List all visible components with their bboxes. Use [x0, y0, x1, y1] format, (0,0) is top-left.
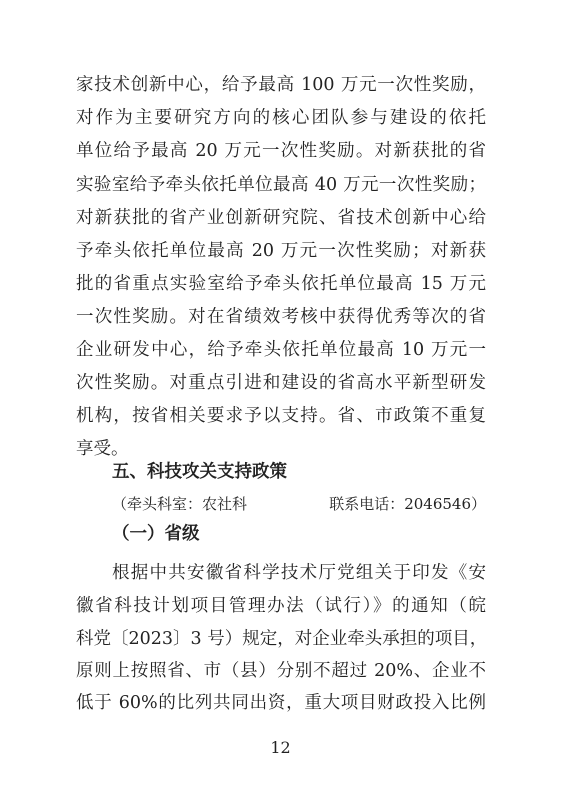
paragraph1-line: 对新获批的省产业创新研究院、省技术创新中心给 [76, 208, 486, 228]
paragraph1-line: 家技术创新中心，给予最高 100 万元一次性奖励， [76, 75, 486, 95]
paragraph1-line: 享受。 [76, 439, 129, 459]
paragraph1-line: 一次性奖励。对在省绩效考核中获得优秀等次的省 [76, 307, 486, 327]
paragraph1-line: 单位给予最高 20 万元一次性奖励。对新获批的省 [76, 141, 486, 161]
paragraph1-line: 企业研发中心，给予牵头依托单位最高 10 万元一 [76, 340, 486, 360]
paragraph2-line: 原则上按照省、市（县）分别不超过 20%、企业不 [76, 661, 486, 681]
paragraph2-line: 徽省科技计划项目管理办法（试行）》的通知（皖 [76, 596, 486, 616]
subsection-heading: （一）省级 [112, 524, 200, 544]
paragraph1-line: 实验室给予牵头依托单位最高 40 万元一次性奖励； [76, 175, 486, 195]
section-heading: 五、科技攻关支持政策 [112, 462, 287, 482]
contact-phone: 联系电话：2046546） [329, 495, 486, 513]
paragraph2-line: 科党〔2023〕3 号）规定，对企业牵头承担的项目， [76, 629, 488, 649]
paragraph2-line: 根据中共安徽省科学技术厅党组关于印发《安 [112, 563, 486, 583]
contact-info [112, 494, 486, 514]
page-number: 12 [270, 738, 291, 757]
paragraph1-line: 批的省重点实验室给予牵头依托单位最高 15 万元 [76, 274, 486, 294]
contact-department: （牵头科室：农社科 [112, 495, 248, 513]
paragraph2-line: 低于 60%的比列共同出资，重大项目财政投入比例 [76, 693, 486, 713]
paragraph1-line: 对作为主要研究方向的核心团队参与建设的依托 [76, 108, 486, 128]
paragraph1-line: 机构，按省相关要求予以支持。省、市政策不重复 [76, 406, 486, 426]
paragraph1-line: 予牵头依托单位最高 20 万元一次性奖励；对新获 [76, 241, 486, 261]
paragraph1-line: 次性奖励。对重点引进和建设的省高水平新型研发 [76, 373, 486, 393]
